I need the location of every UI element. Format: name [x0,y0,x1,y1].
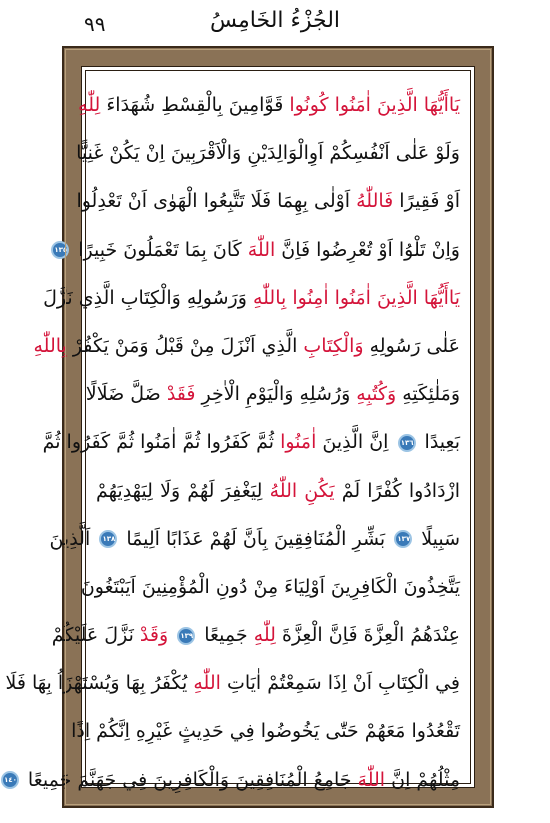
text-line [76,129,460,177]
verse-text: وَرَسُولِهِ وَالْكِتَابِ الَّذِي نَزَّلَ [43,286,253,309]
verse-text: الَّذِي اَنْزَلَ مِنْ قَبْلُ وَمَنْ يَكْفُرْ [66,334,304,357]
ayah-number-marker: ١٣٨ [99,530,117,548]
text-line [51,611,460,659]
text-line [54,226,460,274]
verse-text: اَلَّذِينَ [49,527,97,550]
highlighted-text: بِاللّٰهِ [33,334,67,357]
text-line [42,418,460,466]
ayah-number-marker: ١٣٧ [394,530,412,548]
verse-text: اَوْ فَقِيرًا [393,190,460,213]
verse-text: ضَلَّ ضَلَالًا [85,383,167,406]
highlighted-text: وَالْكِتَابِ [303,334,364,357]
text-line [4,756,460,804]
verse-text: بَشِّرِ الْمُنَافِقِينَ بِاَنَّ لَهُمْ عَذَابًا اَلِيمًا [120,527,392,550]
verse-text: تَقْعُدُوا مَعَهُمْ حَتّٰى يَخُوضُوا فِي حَدِيثٍ غَيْرِهِ اِنَّكُمْ اِذًا [71,720,460,743]
verse-text: قَوَّامِينَ بِالْقِسْطِ شُهَدَاءَ [100,94,290,116]
verse-text: جَمِيعًا [198,624,254,647]
text-panel [4,66,475,791]
text-line [78,81,460,129]
ayah-number-marker: ١٣٦ [398,434,416,452]
verse-text: ثُمَّ كَفَرُوا ثُمَّ اٰمَنُوا ثُمَّ كَفَرُوا ثُمَّ [42,431,281,454]
highlighted-text: اللّٰهَ [247,238,276,261]
juz-title: الجُزْءُ الخَامِسُ [209,8,341,33]
text-line [96,467,460,515]
verse-text: وَرُسُلِهِ وَالْيَوْمِ الْاٰخِرِ [195,383,357,406]
verse-text: فِي الْكِتَابِ اَنْ اِذَا سَمِعْتُمْ اٰيَاتِ [220,672,460,695]
verse-text: جَامِعُ الْمُنَافِقِينَ وَالْكَافِرِينَ فِي جَهَنَّمَ جَمِيعًا [21,768,358,791]
verse-text: وَمَلٰئِكَتِهِ [396,383,460,406]
text-line [43,274,460,322]
page-header [0,0,550,46]
text-line [76,177,460,225]
verse-text: لِيَغْفِرَ لَهُمْ وَلَا لِيَهْدِيَهُمْ [96,479,270,502]
quran-text-block [4,81,460,791]
verse-text: بَعِيدًا [418,431,460,454]
highlighted-text: يَكُنِ اللّٰهُ [269,479,335,502]
page-number: ٩٩ [84,12,106,36]
verse-text: عِنْدَهُمُ الْعِزَّةَ فَاِنَّ الْعِزَّةَ [275,624,460,647]
verse-text: اِنَّ الَّذِينَ [316,431,395,454]
highlighted-text: اٰمَنُوا [280,431,317,454]
verse-text: يُكْفَرُ بِهَا وَيُسْتَهْزَاُ بِهَا فَلَا [5,672,194,695]
highlighted-text: وَقَدْ [139,624,175,647]
verse-text: كَانَ بِمَا تَعْمَلُونَ خَبِيرًا [72,238,248,261]
verse-text: مِثْلُهُمْ اِنَّ [385,768,460,791]
highlighted-text: اللّٰهَ [357,768,386,791]
highlighted-text: وَكُتُبِهِ [356,383,397,406]
verse-text: وَلَوْ عَلٰى اَنْفُسِكُمْ اَوِالْوَالِدَيْنِ وَالْاَقْرَبِينَ اِنْ يَكُنْ غَنِيًّا [76,142,460,165]
text-line [71,707,460,755]
verse-text: سَبِيلًا [415,527,460,550]
highlighted-text: لِلّٰهِ [78,94,101,116]
ayah-number-marker: ١٤٠ [1,771,19,789]
text-line [80,563,460,611]
text-line [49,515,460,563]
highlighted-text: فَقَدْ [166,383,196,406]
ayah-number-marker: ١٣٥ [51,241,69,259]
highlighted-text: لِلّٰهِ [253,624,276,647]
verse-text: عَلٰى رَسُولِهِ [363,334,460,357]
highlighted-text: اللّٰهِ [193,672,221,695]
text-line [5,659,460,707]
highlighted-text: يَاأَيُّهَا الَّذِينَ اٰمَنُوا كُونُوا [289,94,460,116]
verse-text: وَاِنْ تَلْوُا اَوْ تُعْرِضُوا فَاِنَّ [275,238,460,261]
ornamental-border-frame [4,46,494,808]
verse-text: ازْدَادُوا كُفْرًا لَمْ [334,479,460,502]
text-line [33,322,460,370]
verse-text: يَتَّخِذُونَ الْكَافِرِينَ اَوْلِيَاءَ مِنْ دُونِ الْمُؤْمِنِينَ اَيَبْتَغُونَ [80,575,460,598]
text-line [85,370,460,418]
ayah-number-marker: ١٣٩ [177,627,195,645]
highlighted-text: فَاللّٰهُ [356,190,394,213]
verse-text: اَوْلٰى بِهِمَا فَلَا تَتَّبِعُوا الْهَوٰى اَنْ تَعْدِلُوا [76,190,357,213]
highlighted-text: يَاأَيُّهَا الَّذِينَ اٰمَنُوا اٰمِنُوا بِاللّٰهِ [252,286,460,309]
verse-text: نَزَّلَ عَلَيْكُمْ [51,624,140,647]
